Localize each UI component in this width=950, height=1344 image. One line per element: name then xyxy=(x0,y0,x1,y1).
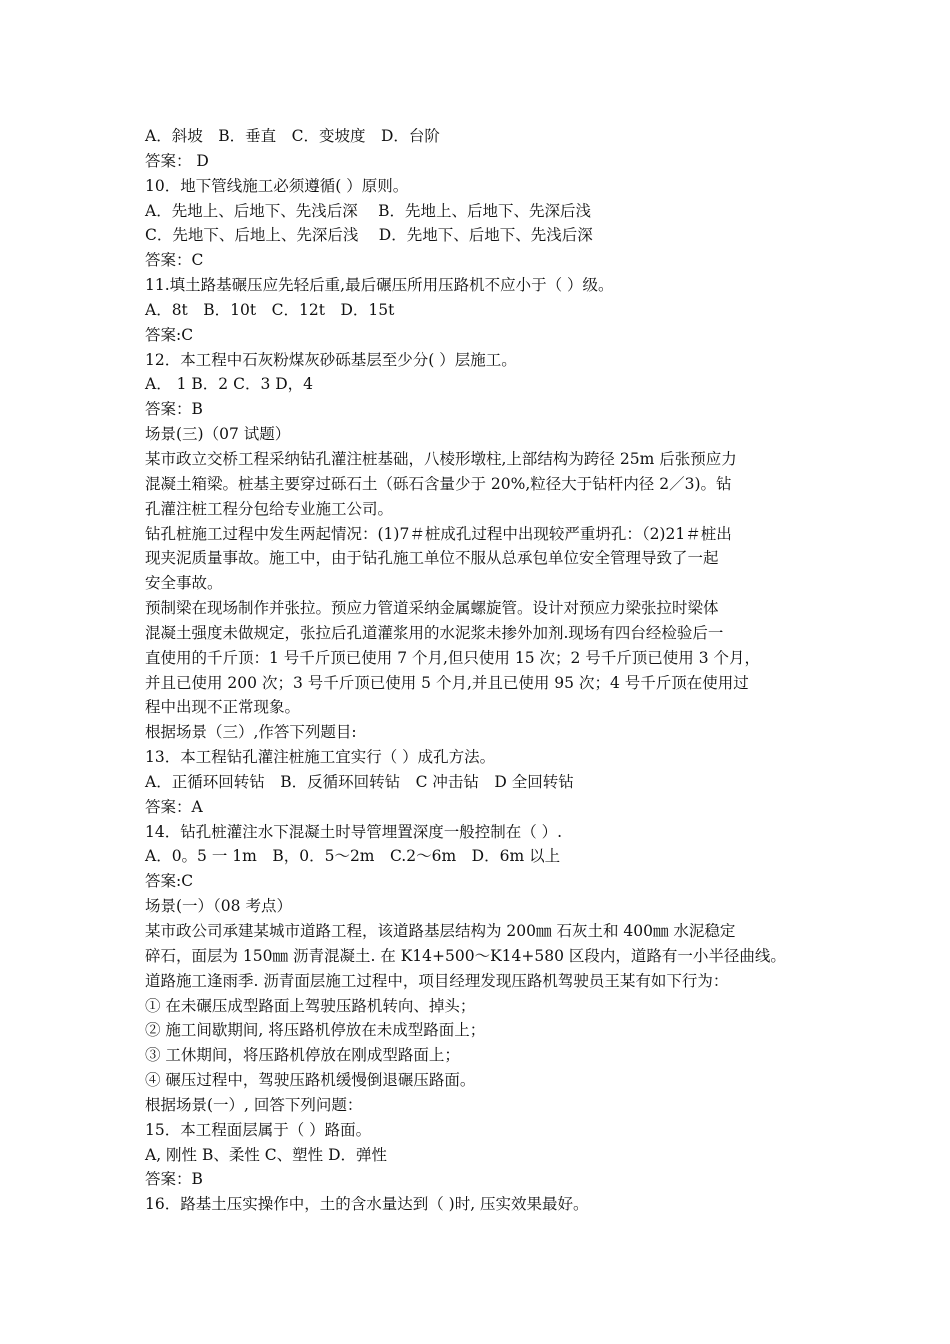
text-line: 答案：A xyxy=(145,797,203,816)
text-line: 碎石，面层为 150㎜ 沥青混凝土. 在 K14+500～K14+580 区段内，道路有一小半径曲线。 xyxy=(145,946,786,965)
text-line: 场景(一）（08 考点） xyxy=(145,897,292,916)
text-line: 混凝土箱梁。桩基主要穿过砾石土（砾石含量少于 20%,粒径大于钻杆内径 2／3)。钻 xyxy=(145,474,732,493)
text-line: A．斜坡 B．垂直 C．变坡度 D．台阶 xyxy=(145,127,440,145)
text-line: A．0。5 一 1m B，0．5～2m C.2～6m D．6m 以上 xyxy=(145,847,561,866)
text-line: 15．本工程面层属于（ ）路面。 xyxy=(145,1120,372,1139)
text-line: 答案:C xyxy=(145,872,194,891)
text-line: A． 1 B．2 C．3 D，4 xyxy=(145,375,314,394)
text-line: 答案： D xyxy=(145,151,209,170)
text-line: A．正循环回转钻 B．反循环回转钻 C 冲击钻 D 全回转钻 xyxy=(145,772,574,791)
text-line: 根据场景(一）, 回答下列问题： xyxy=(145,1095,363,1114)
text-line: 直使用的千斤顶：1 号千斤顶已使用 7 个月,但只使用 15 次；2 号千斤顶已使用 3 个月， xyxy=(145,648,761,667)
text-line: 某市政公司承建某城市道路工程，该道路基层结构为 200㎜ 石灰土和 400㎜ 水泥稳定 xyxy=(145,922,736,940)
text-line: 钻孔桩施工过程中发生两起情况：(1)7＃桩成孔过程中出现较严重坍孔：（2)21＃桩出 xyxy=(145,524,732,543)
document-page xyxy=(145,124,825,1217)
text-line: 答案:C xyxy=(145,325,194,344)
text-line: 14．钻孔桩灌注水下混凝土时导管埋置深度一般控制在（ ）. xyxy=(145,822,563,841)
text-line: 12．本工程中石灰粉煤灰砂砾基层至少分( ）层施工。 xyxy=(145,350,517,369)
text-line: A．先地上、后地下、先浅后深 B．先地上、后地下、先深后浅 xyxy=(145,201,592,220)
text-line: A．8t B．10t C．12t D．15t xyxy=(145,300,395,319)
text-line: 某市政立交桥工程采纳钻孔灌注桩基础，八棱形墩柱,上部结构为跨径 25m 后张预应力 xyxy=(145,449,737,468)
text-line: 根据场景（三）,作答下列题目: xyxy=(145,723,357,742)
text-line: 安全事故。 xyxy=(145,574,223,593)
text-line: 答案：B xyxy=(145,400,203,419)
text-line: 程中出现不正常现象。 xyxy=(145,698,301,717)
text-line: ④ 碾压过程中，驾驶压路机缓慢倒退碾压路面。 xyxy=(145,1071,476,1090)
text-line: 预制梁在现场制作并张拉。预应力管道采纳金属螺旋管。设计对预应力梁张拉时梁体 xyxy=(145,599,719,618)
text-line: 10．地下管线施工必须遵循( ）原则。 xyxy=(145,176,409,195)
text-line: 16．路基土压实操作中，土的含水量达到（ )时, 压实效果最好。 xyxy=(145,1195,589,1214)
text-line: 混凝土强度未做规定，张拉后孔道灌浆用的水泥浆未掺外加剂.现场有四台经检验后一 xyxy=(145,623,724,642)
text-line: 道路施工逢雨季. 沥青面层施工过程中，项目经理发现压路机驾驶员王某有如下行为： xyxy=(145,971,729,990)
text-line: ② 施工间歇期间, 将压路机停放在未成型路面上； xyxy=(145,1021,486,1040)
text-line: 孔灌注桩工程分包给专业施工公司。 xyxy=(145,499,394,518)
text-line: 答案：B xyxy=(145,1170,203,1189)
text-line: 13．本工程钻孔灌注桩施工宜实行（ ）成孔方法。 xyxy=(145,748,496,767)
text-line: ① 在未碾压成型路面上驾驶压路机转向、掉头； xyxy=(145,996,476,1015)
text-line: 答案：C xyxy=(145,251,204,270)
text-line: A, 刚性 B、柔性 C、塑性 D．弹性 xyxy=(145,1145,388,1164)
text-line: C．先地下、后地上、先深后浅 D．先地下、后地下、先浅后深 xyxy=(145,226,593,245)
text-line: 并且已使用 200 次；3 号千斤顶已使用 5 个月,并且已使用 95 次；4 号千斤顶在使用过 xyxy=(145,673,749,692)
text-line: ③ 工休期间，将压路机停放在刚成型路面上； xyxy=(145,1046,460,1065)
text-line: 场景(三)（07 试题） xyxy=(145,425,291,444)
text-line: 11.填土路基碾压应先轻后重,最后碾压所用压路机不应小于（ ）级。 xyxy=(145,276,614,295)
text-line: 现夹泥质量事故。施工中，由于钻孔施工单位不服从总承包单位安全管理导致了一起 xyxy=(145,549,719,568)
